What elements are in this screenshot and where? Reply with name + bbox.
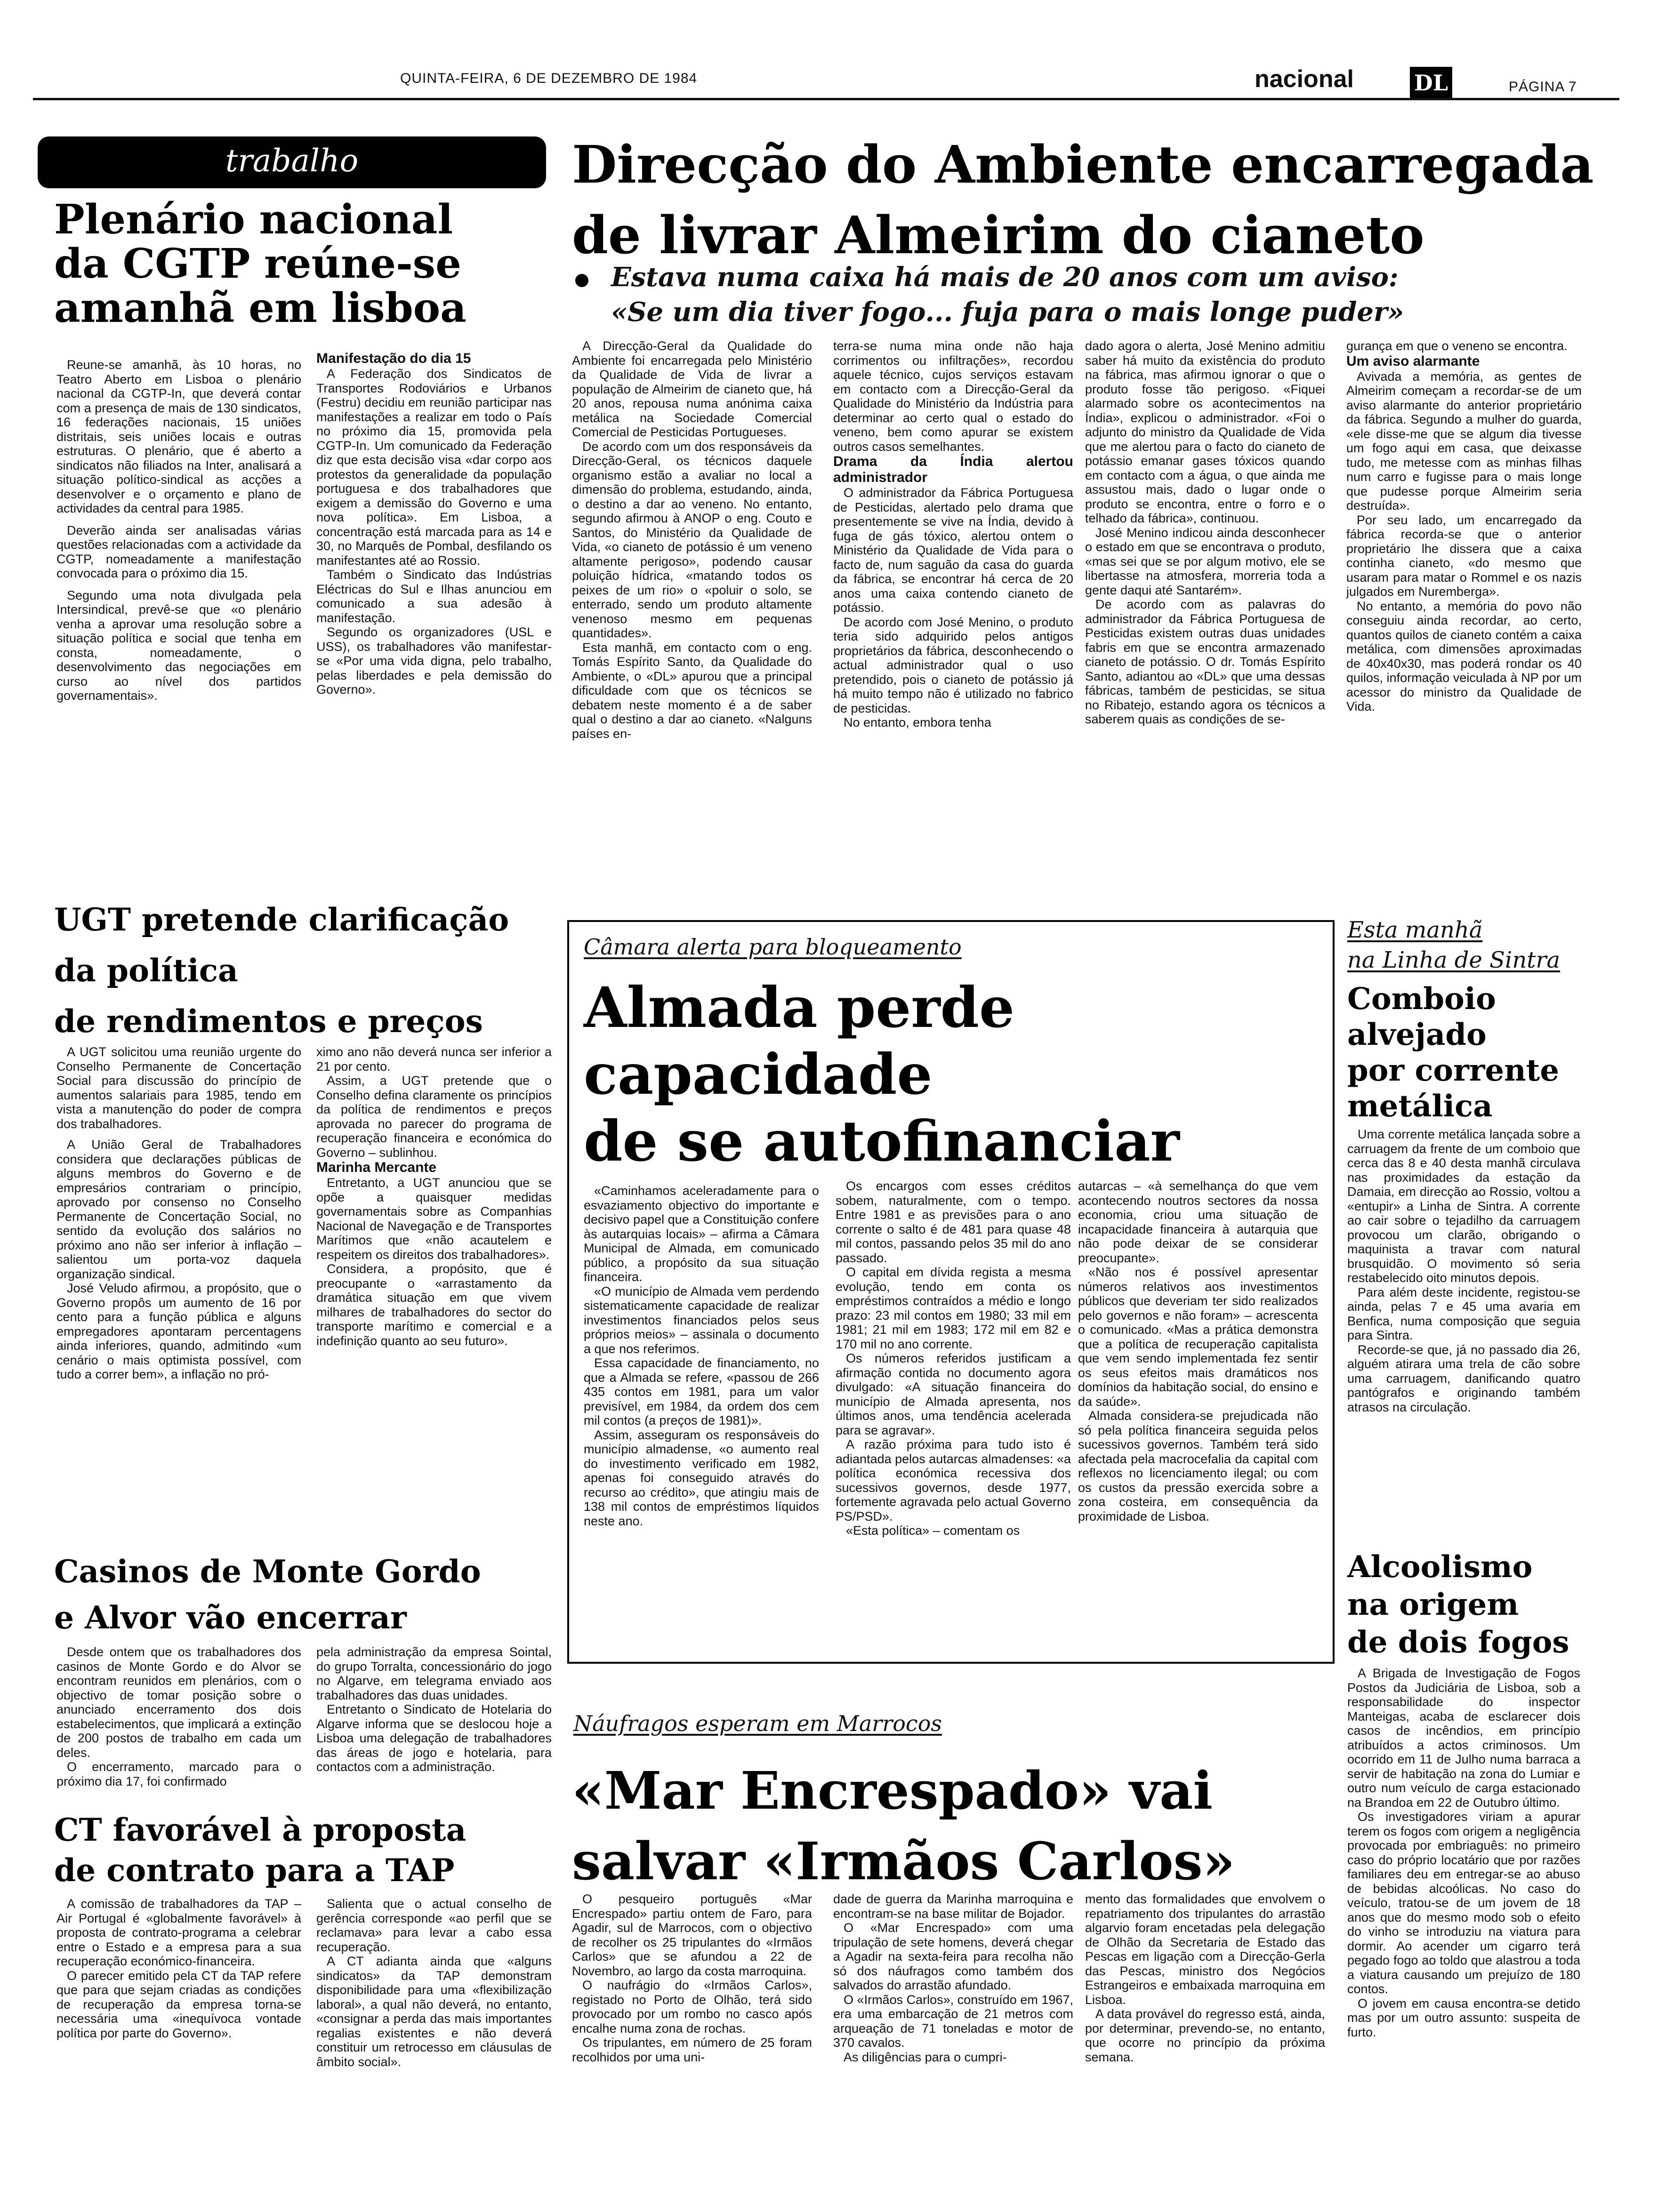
paragraph: Os encargos com esses créditos sobem, naturalmente, com o tempo. Entre 1981 e as previsões para o ano corrente o salto é de 481 para quase 48 mil contos, passando pelos 35 mil do ano passado.: [836, 1179, 1071, 1265]
ugt-subhead: Marinha Mercante: [316, 1160, 437, 1175]
ugt-headline-line: da política: [54, 952, 238, 989]
ugt-headline-line: UGT pretende clarificação: [54, 901, 509, 938]
cgtp-headline-line: da CGTP reúne-se: [54, 240, 461, 288]
paragraph: Deverão ainda ser analisadas várias questões relacionadas com a actividade da CGTP, nomeadamente a manifestação convocada para o próximo dia 15.: [56, 523, 301, 580]
paragraph: autarcas – «à semelhança do que vem acontecendo noutros sectores da nossa economia, criou uma situação de incapacidade financeira à autarquia que não pode deixar de se considerar preocupante».: [1078, 1179, 1318, 1265]
ugt-column-1: [56, 1045, 301, 1530]
alcool-headline-line: Alcoolismo: [1347, 1549, 1533, 1585]
paragraph: O «Irmãos Carlos», construído em 1967, era uma embarcação de 21 metros com arqueação de 71 toneladas e motor de 370 cavalos.: [833, 1992, 1073, 2050]
header-date: QUINTA-FEIRA, 6 DE DEZEMBRO DE 1984: [400, 71, 698, 86]
header-section: nacional: [1255, 65, 1354, 93]
paragraph: Também o Sindicato das Indústrias Eléctricas do Sul e Ilhas anunciou em comunicado a sua adesão à manifestação.: [316, 568, 552, 625]
mar-column-2: [833, 1892, 1073, 2184]
paragraph: O naufrágio do «Irmãos Carlos», registado no Porto de Olhão, terá sido provocado por um rombo no casco após encalhe numa zona de rochas.: [572, 1978, 812, 2036]
tap-column-1: [56, 1897, 301, 2179]
mar-column-3: [1085, 1892, 1325, 2184]
paragraph: Por seu lado, um encarregado da fábrica recorda-se que o anterior proprietário lhe dissera que a caixa continha cianeto, «do mesmo que usaram para matar o Rommel e os nazis julgados em Nuremberga».: [1346, 513, 1582, 599]
paragraph: O jovem em causa encontra-se detido mas por um outro assunto: suspeita de furto.: [1347, 1996, 1580, 2039]
almada-column-2: [836, 1179, 1071, 1650]
tap-headline: [54, 1810, 466, 1891]
paragraph: No entanto, embora tenha: [844, 715, 991, 729]
paragraph: Desde ontem que os trabalhadores dos casinos de Monte Gordo e do Alvor se encontram reunidos em plenários, com o objectivo de tomar posição sobre o anunciado encerramento dos dois estabelecimentos, que implicará a extinção de 200 postos de trabalho em cada um deles.: [56, 1645, 301, 1760]
paragraph: Entretanto, a UGT anunciou que se opõe a quaisquer medidas governamentais sobre as Companhias Nacional de Navegação e de Transportes Marítimos que «não acautelem e respeitem os direitos dos trabalhadores».: [316, 1176, 552, 1262]
paragraph: A razão próxima para tudo isto é adiantada pelos autarcas almadenses: «a política económica recessiva dos sucessivos governos, desde 1977, fortemente agravada pelo actual Governo PS/PSD».: [836, 1437, 1071, 1523]
ambiente-headline-line: de livrar Almeirim do cianeto: [572, 205, 1424, 265]
paragraph: De acordo com José Menino, o produto teria sido adquirido pelos antigos proprietários da fábrica, desconhecendo o actual administrador qual o uso pretendido, pois o cianeto de potássio já há muito tempo não é utilizado no fabrico de pesticidas.: [833, 615, 1073, 715]
ambiente-headline-line: Direcção do Ambiente encarregada: [572, 134, 1594, 195]
casinos-headline-line: Casinos de Monte Gordo: [54, 1553, 481, 1590]
almada-headline: [584, 974, 1180, 1175]
paragraph: dade de guerra da Marinha marroquina e encontram-se na base militar de Bojador.: [833, 1892, 1073, 1921]
cgtp-column-1: [56, 358, 301, 857]
paragraph: O parecer emitido pela CT da TAP refere que para que sejam criadas as condições de recuperação da empresa torna-se necessária uma «inequívoca vontade política por parte do Governo».: [56, 1968, 301, 2040]
ambiente-subhead-drama: Drama da Índia alertou administrador: [833, 454, 1073, 485]
paragraph: Os investigadores viriam a apurar terem os fogos com origem a negligência provocada por embriaguês: no primeiro caso do próprio locatário que por razões familiares deu em entregar-se ao abuso de bebidas alcoólicas. No caso do veículo, tratou-se de um jovem de 18 anos que do mesmo modo sob o efeito do vinho se introduziu na viatura para dormir. Ao acender um cigarro terá pegado fogo ao toldo que alastrou a toda a viatura causando um prejuízo de 180 contos.: [1347, 1810, 1580, 1996]
almada-headline-line: de se autofinanciar: [584, 1108, 1180, 1174]
alcool-headline-line: de dois fogos: [1347, 1625, 1569, 1660]
ambiente-subhead-aviso: Um aviso alarmante: [1346, 353, 1480, 369]
ugt-headline-line: de rendimentos e preços: [54, 1003, 483, 1040]
sintra-kicker-line-2: na Linha de Sintra: [1347, 947, 1560, 973]
paragraph: A comissão de trabalhadores da TAP – Air Portugal é «globalmente favorável» à proposta de contrato-programa a celebrar entre o Estado e a empresa para a sua recuperação económico-financeira.: [56, 1897, 301, 1968]
cgtp-headline-line: Plenário nacional: [54, 196, 453, 243]
paragraph: Uma corrente metálica lançada sobre a carruagem da frente de um comboio que cerca das 8 e 40 desta manhã circulava nas proximidades da estação da Damaia, em direcção ao Rossio, voltou a «entupir» a Linha de Sintra. A corrente ao cair sobre o tejadilho da carruagem provocou um clarão, obrigando o maquinista a travar com natural brusquidão. O movimento só seria restabelecido oito minutos depois.: [1347, 1127, 1580, 1285]
paragraph: Os números referidos justificam a afirmação contida no documento agora divulgado: «A situação financeira do município de Almada apresenta, nos últimos anos, uma tendência acelerada para se agravar».: [836, 1351, 1071, 1437]
almada-headline-line: Almada perde: [584, 975, 1015, 1040]
paragraph: «Esta política» – comentam os: [846, 1523, 1020, 1538]
paragraph: Reune-se amanhã, às 10 horas, no Teatro Aberto em Lisboa o plenário nacional da CGTP-In, que deverá contar com a presença de mais de 130 sindicatos, 16 federações nacionais, 15 uniões distritais, seis uniões locais e outras estruturas. O plenário, que é aberto a sindicatos não filiados na Inter, analisará a situação político-sindical as acções a desenvolver e o orçamento e plano de actividades da central para 1985.: [56, 358, 301, 515]
newspaper-logo-icon: DL: [1410, 67, 1452, 99]
paragraph: A União Geral de Trabalhadores considera que declarações públicas de alguns membros do Governo e de empresários contrariam o princípio, aprovado por consenso no Conselho Permanente de Concertação Social, no sentido da evolução dos salários no próximo ano não ser inferior à inflação – salientou um porta-voz daquela organização sindical.: [56, 1138, 301, 1281]
sintra-kicker-line-1: Esta manhã: [1347, 917, 1483, 943]
paragraph: Os tripulantes, em número de 25 foram recolhidos por uma uni-: [572, 2036, 812, 2064]
ugt-headline: [54, 894, 509, 1047]
paragraph: A Federação dos Sindicatos de Transportes Rodoviários e Urbanos (Festru) decidiu em reunião participar nas manifestações a realizar em todo o País no próximo dia 15, promovida pela CGTP-In. Um comunicado da Federação diz que esta decisão visa «dar corpo aos protestos da generalidade da população portuguesa e dos trabalhadores que exigem a demissão do Governo e uma nova política». Em Lisboa, a concentração está marcada para as 14 e 30, no Marquês de Pombal, desfilando os manifestantes até ao Rossio.: [316, 367, 552, 568]
paragraph: Segundo os organizadores (USL e USS), os trabalhadores vão manifestar-se «Por uma vida digna, pelo trabalho, pelas liberdades e pela demissão do Governo».: [316, 625, 552, 697]
paragraph: As diligências para o cumpri-: [844, 2050, 1007, 2064]
ambiente-column-2: [833, 339, 1073, 908]
sintra-body: [1347, 1127, 1580, 1551]
cgtp-subhead: Manifestação do dia 15: [316, 351, 471, 366]
cgtp-headline: [54, 198, 467, 330]
paragraph: Almada considera-se prejudicada não só pela política financeira seguida pelos sucessivos governos. Também terá sido afectada pela macrocefalia da capital com reflexos no licenciamento ilegal; ou com os custos da pressão exercida sobre a zona costeira, em consequência da proximidade de Lisboa.: [1078, 1409, 1318, 1523]
sintra-headline-line: por corrente: [1347, 1053, 1560, 1088]
ambiente-column-4: [1346, 339, 1582, 908]
alcool-headline-line: na origem: [1347, 1587, 1519, 1622]
tap-headline-line: de contrato para a TAP: [54, 1852, 455, 1889]
paragraph: Assim, asseguram os responsáveis do município almadense, «o aumento real do investimento verificado em 1982, apenas foi conseguido através do recurso ao crédito», que atingiu mais de 138 mil contos de empréstimos líquidos neste ano.: [584, 1427, 819, 1528]
paragraph: Recorde-se que, já no passado dia 26, alguém atirara uma trela de cão sobre uma carruagem, danificando quatro pantógrafos e originando também atrasos na circulação.: [1347, 1342, 1580, 1414]
sintra-headline-line: alvejado: [1347, 1017, 1487, 1052]
paragraph: Para além deste incidente, registou-se ainda, pelas 7 e 45 uma avaria em Benfica, numa composição que seguia para Sintra.: [1347, 1285, 1580, 1342]
paragraph: Assim, a UGT pretende que o Conselho defina claramente os princípios da política de rendimentos e preços aprovada no parecer do programa de recuperação financeira e económica do Governo – sublinhou.: [316, 1074, 552, 1160]
paragraph: Essa capacidade de financiamento, no que a Almada se refere, «passou de 266 435 contos em 1981, para um valor previsível, em 1984, da ordem dos cem mil contos (a preços de 1981)».: [584, 1356, 819, 1427]
tap-headline-line: CT favorável à proposta: [54, 1811, 467, 1848]
casinos-column-1: [56, 1645, 301, 1805]
almada-kicker: Câmara alerta para bloqueamento: [584, 934, 962, 960]
ambiente-deck-line-2: «Se um dia tiver fogo... fuja para o mais longe puder»: [611, 297, 1404, 328]
alcool-headline: [1347, 1548, 1569, 1661]
paragraph: O pesqueiro português «Mar Encrespado» partiu ontem de Faro, para Agadir, sul de Marrocos, com o objectivo de recolher os 25 tripulantes do «Irmãos Carlos» que se afundou a 22 de Novembro, ao largo da costa marroquina.: [572, 1892, 812, 1978]
tap-column-2: [316, 1897, 552, 2179]
paragraph: dado agora o alerta, José Menino admitiu saber há muito da existência do produto na fábrica, mas afirmou ignorar o que o produto fosse tão perigoso. «Fiquei alarmado sobre os acontecimentos na Índia», explicou o administrador. «Foi o adjunto do ministro da Qualidade de Vida que me alertou para o facto do cianeto de potássio emanar gases tóxicos quando em contacto com a água, o que ainda me assustou mais, dado o lugar onde o produto se encontra, entre o forro e o telhado da fábrica», continuou.: [1085, 339, 1325, 525]
paragraph: Salienta que o actual conselho de gerência corresponde «ao perfil que se reclamava» para levar a cabo essa recuperação.: [316, 1897, 552, 1954]
paragraph: A UGT solicitou uma reunião urgente do Conselho Permanente de Concertação Social para discussão do princípio de aumentos salariais para 1985, tendo em vista a manutenção do poder de compra dos trabalhadores.: [56, 1045, 301, 1131]
paragraph: Segundo uma nota divulgada pela Intersindical, prevê-se que «o plenário venha a aprovar uma resolução sobre a situação política e social que tenha em consta, nomeadamente, o desenvolvimento das negociações em curso ao nível dos partidos governamentais».: [56, 588, 301, 703]
mar-kicker: Náufragos esperam em Marrocos: [573, 1711, 942, 1736]
paragraph: mento das formalidades que envolvem o repatriamento dos tripulantes do arrastão algarvio foram encetadas pela delegação de Olhão da Secretaria de Estado das Pescas em ligação com a Direcção-Gerla das Pescas, ministro dos Negócios Estrangeiros e embaixada marroquina em Lisboa.: [1085, 1892, 1325, 2007]
paragraph: Entretanto o Sindicato de Hotelaria do Algarve informa que se deslocou hoje a Lisboa uma delegação de trabalhadores das áreas de jogo e hotelaria, para contactos com a administração.: [316, 1702, 552, 1774]
ambiente-column-1: [572, 339, 812, 908]
paragraph: O capital em dívida regista a mesma evolução, tendo em conta os empréstimos contraídos a médio e longo prazo: 23 mil contos em 1980; 33 mil em 1981; 21 mil em 1983; 172 mil em 82 e 170 mil no ano corrente.: [836, 1265, 1071, 1351]
ambiente-headline: [572, 129, 1594, 271]
paragraph: Considera, a propósito, que é preocupante o «arrastamento da dramática situação em que vivem milhares de trabalhadores do sector do transporte marítimo e comercial e a indefinição quanto ao seu futuro».: [316, 1262, 552, 1348]
paragraph: O «Mar Encrespado» com uma tripulação de sete homens, deverá chegar a Agadir na sexta-feira para recolha não só dos náufragos como também dos salvados do arrastão afundado.: [833, 1921, 1073, 1992]
deck-bullet-icon: [575, 274, 588, 287]
almada-column-1: [584, 1184, 819, 1650]
paragraph: pela administração da empresa Sointal, do grupo Torralta, concessionário do jogo no Algarve, em telegrama enviado aos trabalhadores das duas unidades.: [316, 1645, 552, 1702]
paragraph: De acordo com as palavras do administrador da Fábrica Portuguesa de Pesticidas existem outras duas unidades fabris em que se encontra armazenado cianeto de potássio. O dr. Tomás Espírito Santo, adiantou ao «DL» que uma dessas fábricas, também de pesticidas, se situa no Ribatejo, estando agora os técnicos a saberem quais as condições de se-: [1085, 597, 1325, 726]
cgtp-headline-line: amanhã em lisboa: [54, 284, 467, 332]
paragraph: Avivada a memória, as gentes de Almeirim começam a recordar-se de um aviso alarmante do anterior proprietário da fábrica. Segundo a mulher do guarda, «ele disse-me que se algum dia tivesse um fogo aqui em casa, que deixasse tudo, me metesse com as minhas filhas num carro e fugisse para o mais longe que pudesse porque Almeirim seria destruída».: [1346, 369, 1582, 513]
paragraph: O administrador da Fábrica Portuguesa de Pesticidas, alertado pelo drama que presentemente se vive na Índia, devido à fuga de gás tóxico, alertou ontem o Ministério da Qualidade de Vida para o facto de, num saguão da casa do guarda da fábrica, se encontrar há cerca de 20 anos uma caixa contendo cianeto de potássio.: [833, 486, 1073, 615]
paragraph: A Direcção-Geral da Qualidade do Ambiente foi encarregada pelo Ministério da Qualidade de Vida de livrar a população de Almeirim de cianeto que, há 20 anos, repousa numa anónima caixa metálica na Sociedade Comercial Comercial de Pesticidas Portugueses.: [572, 339, 812, 439]
alcool-body: [1347, 1666, 1580, 2188]
paragraph: «O município de Almada vem perdendo sistematicamente capacidade de realizar investimentos financiados pelos seus próprios meios» – assinala o documento a que nos referimos.: [584, 1284, 819, 1356]
paragraph: A CT adianta ainda que «alguns sindicatos» da TAP demonstram disponibilidade para uma «flexibilização laboral», a qual não deverá, no entanto, «consignar a perda das mais importantes regalias existentes e não deverá constituir um retrocesso em cláusulas de âmbito social».: [316, 1954, 552, 2069]
almada-headline-line: capacidade: [584, 1042, 933, 1107]
sintra-headline-line: Comboio: [1347, 981, 1496, 1017]
header-rule: [33, 98, 1619, 100]
paragraph: A Brigada de Investigação de Fogos Postos da Judiciária de Lisboa, sob a responsabilidade do inspector Manteigas, acaba de esclarecer dois casos de incêndios, em princípio atribuídos a actos criminosos. Um ocorrido em 11 de Julho numa barraca a servir de habitação na zona do Lumiar e outro num veículo de carga estacionado na Brandoa em 22 de Outubro último.: [1347, 1666, 1580, 1810]
section-tab-trabalho: trabalho: [38, 136, 546, 188]
paragraph: José Menino indicou ainda desconhecer o estado em que se encontrava o produto, «mas sei que se por algum motivo, ele se libertasse na atmosfera, morreria toda a gente daqui até Santarém».: [1085, 525, 1325, 597]
paragraph: José Veludo afirmou, a propósito, que o Governo propôs um aumento de 16 por cento para a função pública e alguns empregadores apontaram percentagens ainda inferiores, quando, admitindo «um cenário o mais optimista possível, com tudo a correr bem», a inflação no pró-: [56, 1281, 301, 1381]
almada-column-3: [1078, 1179, 1318, 1650]
paragraph: De acordo com um dos responsáveis da Direcção-Geral, os técnicos daquele organismo estão a avaliar no local a dimensão do problema, estudando, ainda, o destino a dar ao veneno. No entanto, segundo afirmou à ANOP o eng. Couto e Santos, do Ministério da Qualidade de Vida, «o cianeto de potássio é um veneno altamente perigoso», podendo causar poluição hídrica, «matando todos os peixes de um rio» o «poluir o solo, se enterrado, sendo um produto altamente venenoso mesmo em pequenas quantidades».: [572, 439, 812, 640]
paragraph: «Não nos é possível apresentar números relativos aos investimentos públicos que deveriam ter sido realizados pelo governos e não foram» – acrescenta o comunicado. «Mas a prática demonstra que a política de recuperação capitalista que vem sendo implementada fez sentir os seus efeitos mais dramáticos nos domínios da habitação social, do ensino e da saúde».: [1078, 1265, 1318, 1409]
mar-column-1: [572, 1892, 812, 2184]
paragraph: ximo ano não deverá nunca ser inferior a 21 por cento.: [316, 1045, 552, 1074]
cgtp-column-2: [316, 351, 552, 868]
casinos-column-2: [316, 1645, 552, 1805]
ambiente-deck-line-1: Estava numa caixa há mais de 20 anos com um aviso:: [611, 262, 1399, 293]
mar-headline-line: «Mar Encrespado» vai: [572, 1760, 1213, 1821]
ambiente-column-3: [1085, 339, 1325, 908]
paragraph: Esta manhã, em contacto com o eng. Tomás Espírito Santo, da Qualidade do Ambiente, o «DL» apurou que a principal dificuldade com que os técnicos se debatem neste momento é a de saber qual o destino a dar ao cianeto. «Nalguns países en-: [572, 640, 812, 741]
paragraph: terra-se numa mina onde não haja corrimentos ou infiltrações», recordou aquele técnico, cujos serviços estavam em contacto com a Direcção-Geral da Qualidade do Ministério da Indústria para determinar ao certo qual o estado do veneno, bem como apurar se existem outros casos semelhantes.: [833, 339, 1073, 454]
casinos-headline: [54, 1548, 481, 1641]
sintra-headline-line: metálica: [1347, 1089, 1493, 1124]
sintra-headline: [1347, 981, 1559, 1124]
paragraph: A data provável do regresso está, ainda, por determinar, prevendo-se, no entanto, que ocorre no princípio da próxima semana.: [1085, 2007, 1325, 2064]
casinos-headline-line: e Alvor vão encerrar: [54, 1599, 407, 1636]
paragraph: «Caminhamos aceleradamente para o esvaziamento objectivo do importante e decisivo papel que a Constituição confere às autarquias locais» – afirma a Câmara Municipal de Almada, em comunicado público, a propósito da sua situação financeira.: [584, 1184, 819, 1284]
ugt-column-2: [316, 1045, 552, 1530]
paragraph: No entanto, a memória do povo não conseguiu ainda recordar, ao certo, quantos quilos de cianeto contém a caixa metálica, com dimensões aproximadas de 40x40x30, mas poderá rondar os 40 quilos, informação veiculada à NP por um acessor do ministro da Qualidade de Vida.: [1346, 599, 1582, 713]
mar-headline: [572, 1755, 1235, 1897]
paragraph: O encerramento, marcado para o próximo dia 17, foi confirmado: [56, 1760, 301, 1788]
paragraph: gurança em que o veneno se encontra.: [1346, 339, 1568, 353]
mar-headline-line: salvar «Irmãos Carlos»: [572, 1831, 1235, 1891]
header-page-number: PÁGINA 7: [1509, 79, 1577, 95]
